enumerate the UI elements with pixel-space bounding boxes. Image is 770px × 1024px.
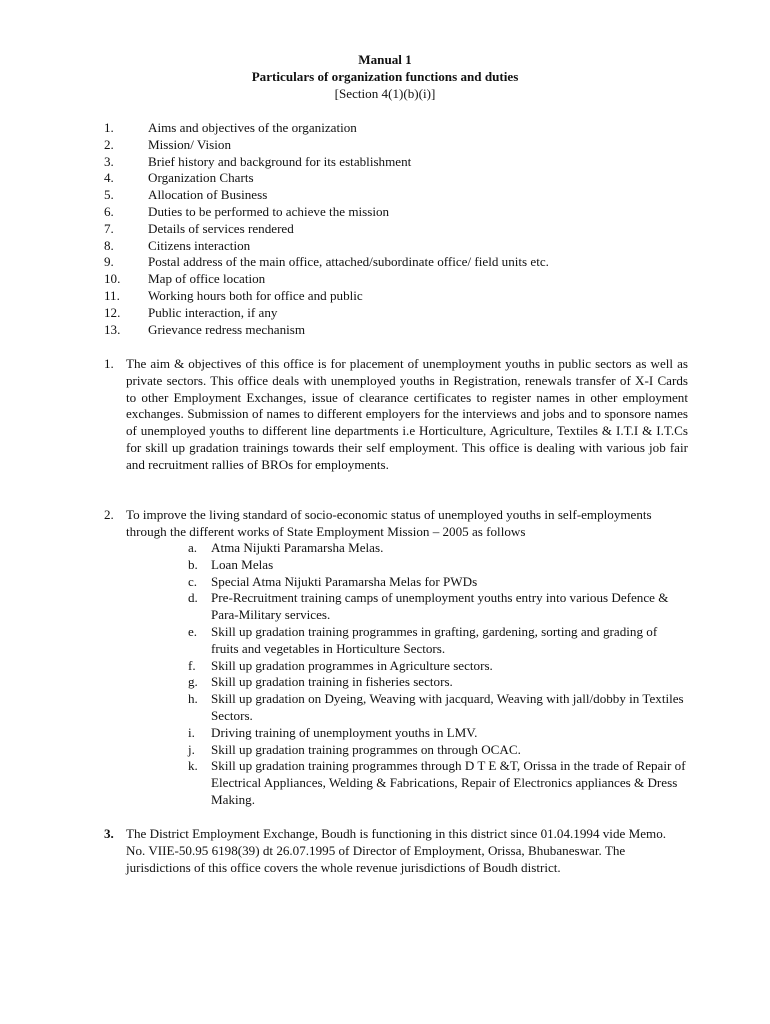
item-letter: f. [188,657,196,673]
item-text: Atma Nijukti Paramarsha Melas. [211,540,384,555]
list-item [104,120,549,137]
item-text: Grievance redress mechanism [148,321,306,337]
list-item [188,590,688,624]
item-text: Skill up gradation programmes in Agriculture sectors. [211,657,493,673]
list-item [188,725,688,742]
item-text: Special Atma Nijukti Paramarsha Melas for PWDs [211,573,478,589]
item-letter: a. [188,540,198,555]
item-number: 12. [104,304,121,320]
item-letter: j. [188,741,195,757]
item-text: Skill up gradation training programmes in grafting, gardening, sorting and grading of fruits and vegetables in Horticulture Sectors. [211,623,658,656]
item-number: 11. [104,287,120,303]
paragraph-mission [104,507,688,541]
paragraph-text: The District Employment Exchange, Boudh is functioning in this district since 01.04.1994 vide Memo. No. VIIE-50.95 6198(39) dt 26.07.1995 of Director of Employment, Orissa, Bhubaneswar. The jurisdictions of this office covers the whole revenue jurisdictions of Boudh district. [126,826,667,875]
item-text: Working hours both for office and public [148,287,363,303]
item-text: Skill up gradation training programmes through D T E &T, Orissa in the trade of Repair of Electrical Appliances, Welding & Fabrications, Repair of Electronics appliances & Dress Making. [211,758,686,807]
item-number: 10. [104,271,121,287]
item-number: 7. [104,220,114,236]
list-item [188,691,688,725]
item-text: Skill up gradation training programmes on through OCAC. [211,741,521,757]
list-item [188,674,688,691]
item-number: 9. [104,254,114,270]
mission-activities-list [188,540,688,809]
item-number: 4. [104,170,114,186]
item-text: Details of services rendered [148,220,294,236]
section-reference: [Section 4(1)(b)(i)] [334,86,436,101]
item-number: 1. [104,120,114,135]
list-item [188,742,688,759]
list-item [104,271,549,288]
item-text: Allocation of Business [148,187,268,203]
paragraph-aims [104,356,688,474]
list-item [104,187,549,204]
item-letter: d. [188,590,198,606]
list-item [104,204,549,221]
paragraph-number: 3. [104,826,114,841]
list-item [104,288,549,305]
paragraph-number: 1. [104,356,114,371]
manual-subtitle: Particulars of organization functions and duties [251,69,519,84]
item-text: Public interaction, if any [148,304,278,320]
item-number: 3. [104,153,114,169]
list-item [104,238,549,255]
item-text: Skill up gradation on Dyeing, Weaving with jacquard, Weaving with jall/dobby in Textiles Sectors. [211,691,684,723]
item-letter: b. [188,556,198,572]
manual-title: Manual 1 [358,52,412,67]
paragraph-number: 2. [104,507,114,522]
item-text: Citizens interaction [148,237,251,253]
paragraph-text: The aim & objectives of this office is for placement of unemployment youths in public sectors as well as private sectors. This office deals with unemployed youths in Registration, renewals transfer of X-I Cards to other Employment Exchanges, issue of clearance certificates to register names in other employment exchanges. Submission of names to different employers for the interviews and jobs and to sponsore names of unemployed youths to different line departments i.e Horticulture, Agriculture, Textiles & I.T.I & I.T.Cs for skill up gradation trainings towards their self employment. This office is dealing with various job fair and recruitment rallies of BROs for employments. [126,356,688,472]
item-letter: c. [188,573,198,589]
item-text: Map of office location [148,271,266,287]
item-text: Loan Melas [211,556,274,572]
item-letter: e. [188,623,198,639]
item-letter: k. [188,758,198,774]
list-item [188,574,688,591]
list-item [104,254,549,271]
list-item [104,170,549,187]
list-item [188,758,688,808]
item-number: 5. [104,187,114,203]
item-number: 6. [104,203,114,219]
list-item [104,322,549,339]
item-text: Driving training of unemployment youths in LMV. [211,724,478,740]
item-letter: i. [188,724,195,740]
item-number: 13. [104,321,121,337]
item-text: Pre-Recruitment training camps of unemployment youths entry into various Defence & Para-Military services. [211,590,669,623]
list-item [188,540,688,557]
paragraph-history [104,826,688,876]
contents-list [104,120,549,338]
item-text: Aims and objectives of the organization [148,120,357,135]
item-letter: h. [188,691,198,707]
list-item [104,221,549,238]
list-item [104,305,549,322]
paragraph-text: To improve the living standard of socio-economic status of unemployed youths in self-employments through the different works of State Employment Mission – 2005 as follows [126,507,652,539]
item-text: Postal address of the main office, attached/subordinate office/ field units etc. [148,254,549,270]
list-item [188,624,688,658]
item-letter: g. [188,674,198,690]
list-item [104,154,549,171]
item-text: Organization Charts [148,170,254,186]
list-item [188,557,688,574]
item-number: 2. [104,136,114,152]
item-text: Duties to be performed to achieve the mission [148,203,390,219]
item-number: 8. [104,237,114,253]
list-item [104,137,549,154]
list-item [188,658,688,675]
item-text: Mission/ Vision [148,136,232,152]
item-text: Skill up gradation training in fisheries sectors. [211,674,453,690]
item-text: Brief history and background for its establishment [148,153,412,169]
